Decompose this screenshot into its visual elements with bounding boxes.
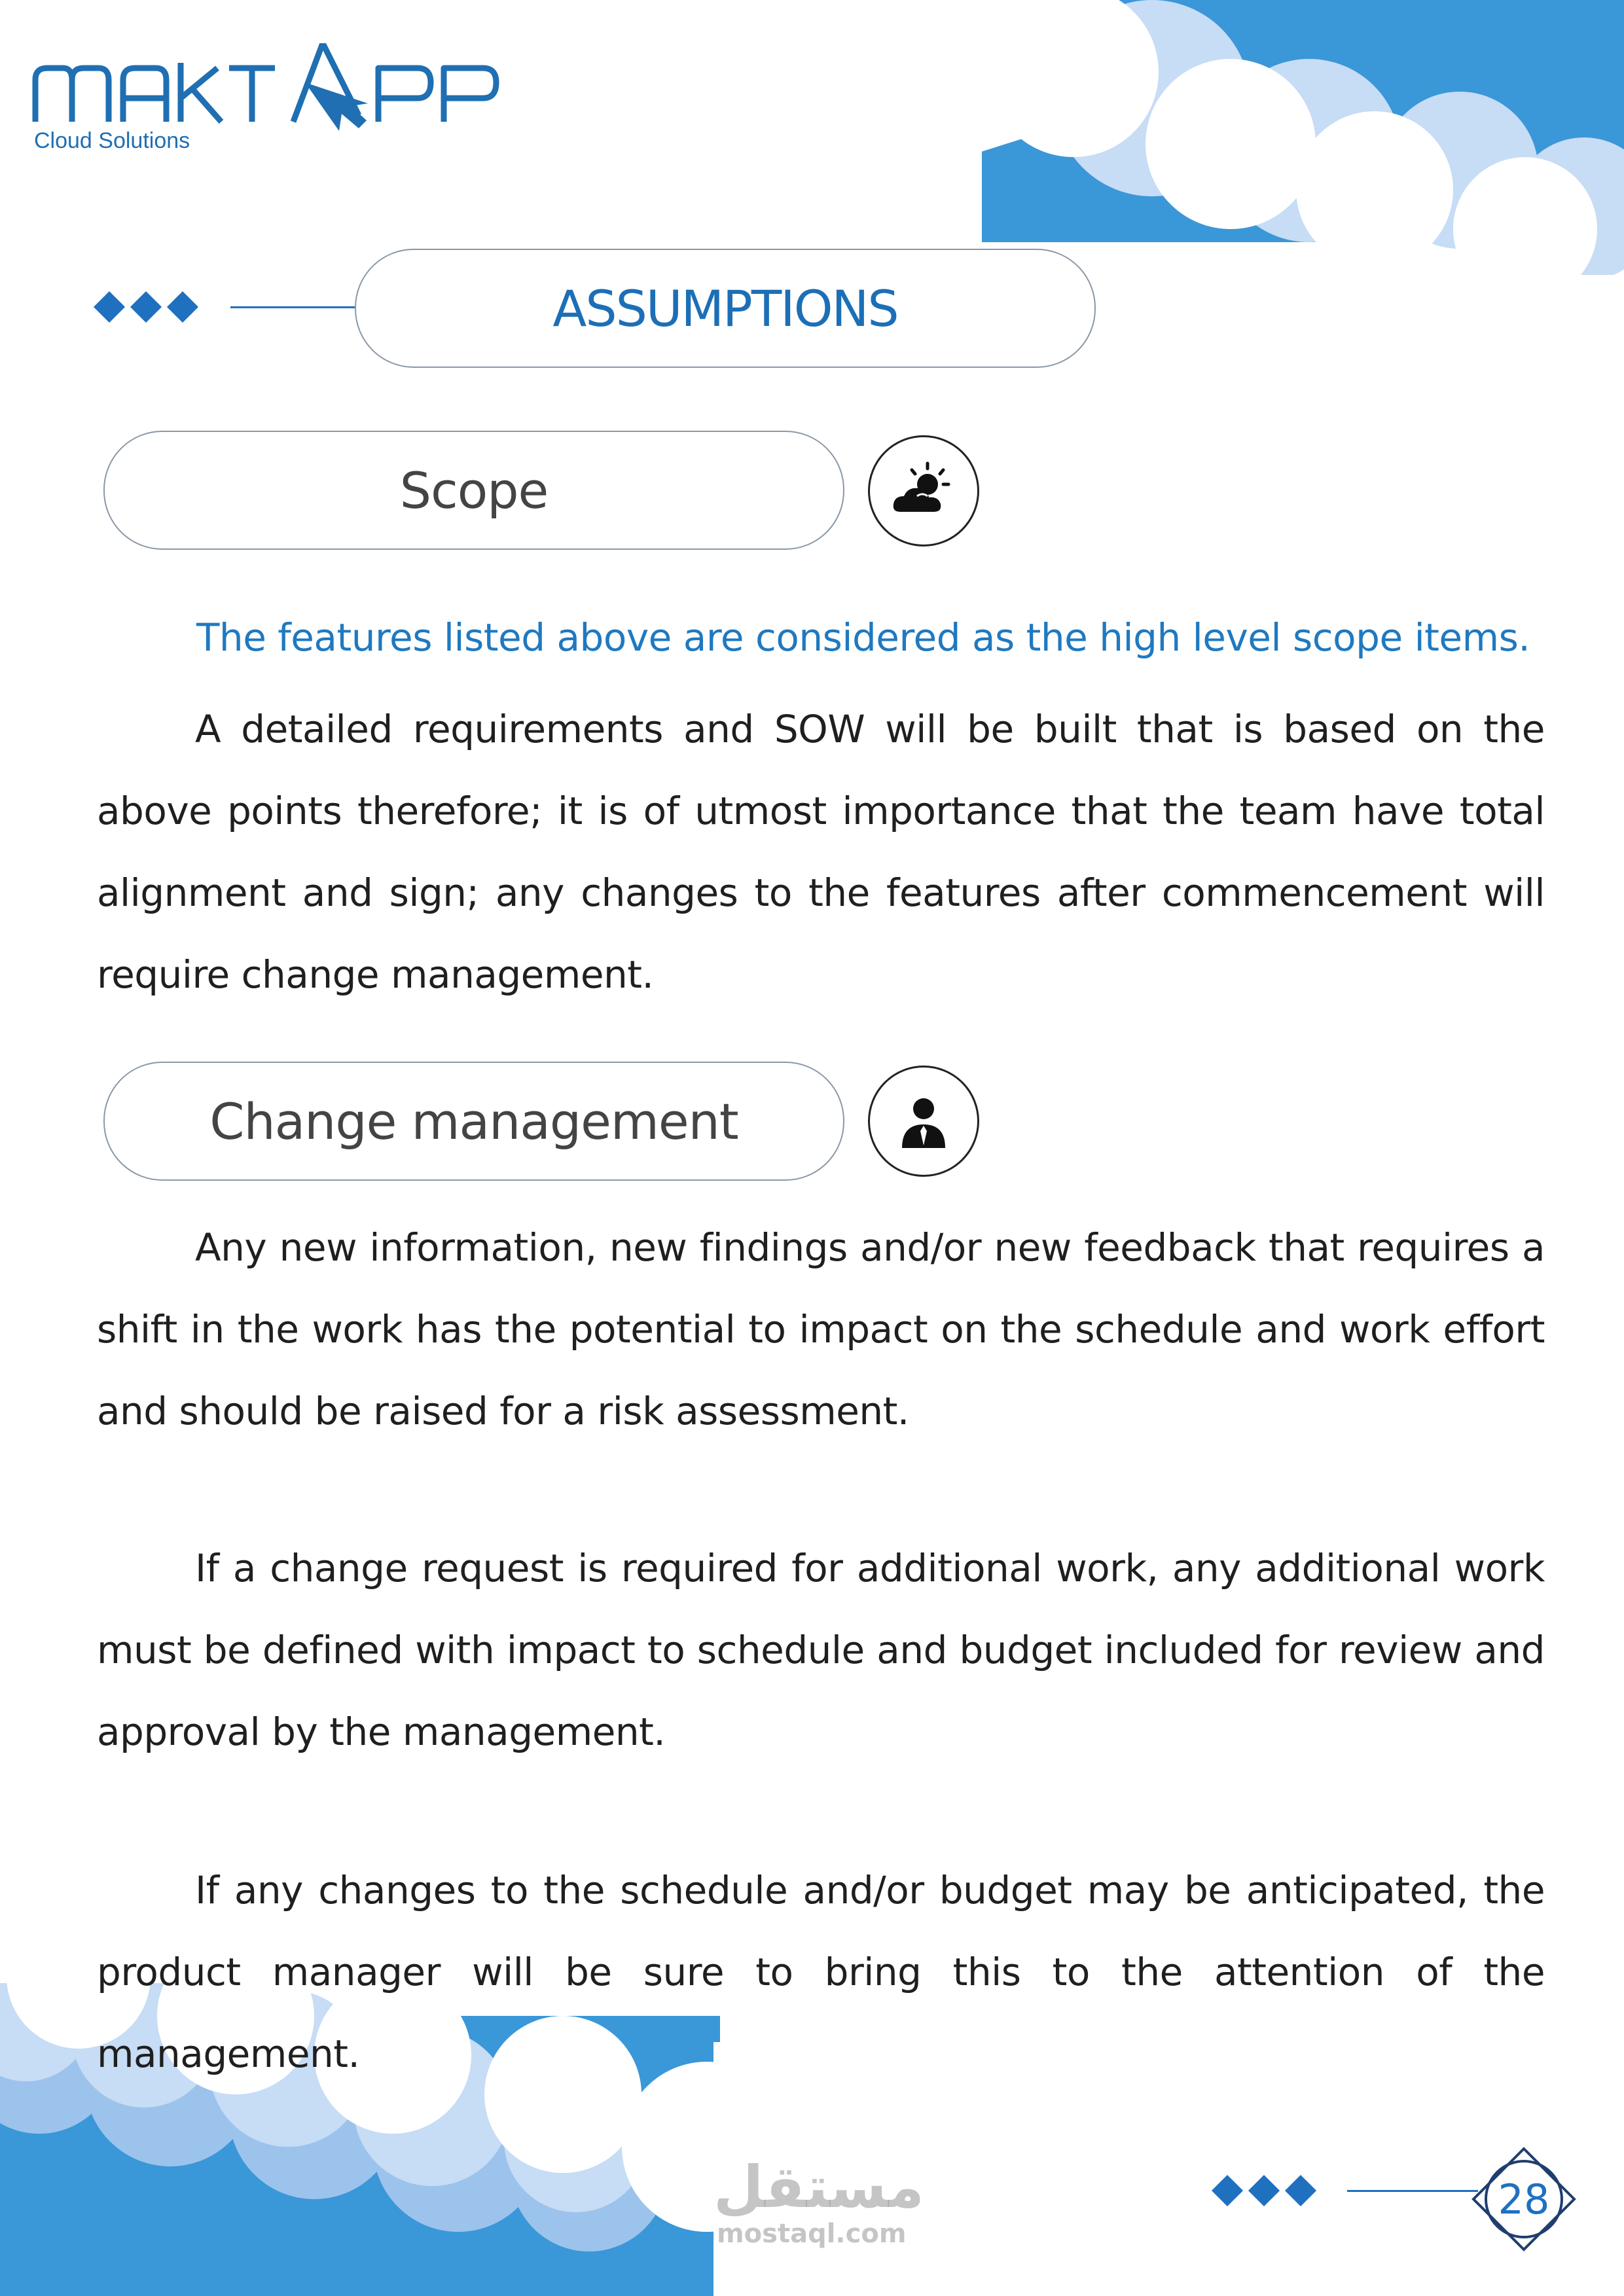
cloud-decoration-top xyxy=(0,0,1624,275)
change-heading-pill xyxy=(103,1062,844,1181)
logo-tagline: Cloud Solutions xyxy=(34,128,190,153)
watermark-url: mostaql.com xyxy=(717,2219,907,2249)
header-diamonds xyxy=(98,296,194,318)
section-header-pill xyxy=(355,249,1096,368)
scope-paragraph: A detailed requirements and SOW will be built that is based on the above points therefore; it is of utmost importance that the team have total alignment and sign; any changes to the features after commencement will require change management. xyxy=(97,707,1545,997)
cursor-arrow-icon xyxy=(293,43,368,131)
change-paragraph-2: If a change request is required for additional work, any additional work must be defined with impact to schedule and budget included for review and approval by the management. xyxy=(97,1546,1545,1754)
footer-diamonds xyxy=(1216,2179,1312,2202)
change-paragraph-3: If any changes to the schedule and/or budget may be anticipated, the product manager will be sure to bring this to the attention of the management. xyxy=(97,1868,1545,2076)
scope-heading-pill xyxy=(103,431,844,550)
page-title: ASSUMPTIONS xyxy=(552,279,898,338)
diamond-ornament xyxy=(130,291,162,323)
scope-icon-circle xyxy=(868,435,979,547)
page-number: 28 xyxy=(1498,2175,1550,2223)
watermark-arabic: مستقل xyxy=(713,2153,924,2221)
header-connector-line xyxy=(230,306,355,308)
user-person-icon xyxy=(894,1092,953,1151)
maktapp-logo xyxy=(31,43,503,135)
change-heading: Change management xyxy=(209,1092,738,1151)
diamond-ornament xyxy=(167,291,198,323)
diamond-ornament xyxy=(1212,2175,1243,2206)
diamond-ornament xyxy=(1248,2175,1280,2206)
scope-heading: Scope xyxy=(399,461,549,520)
weather-cloud-sun-icon xyxy=(891,458,956,524)
scope-lead-text: The features listed above are considered as the high level scope items. xyxy=(196,615,1530,660)
change-paragraph-1: Any new information, new findings and/or new feedback that requires a shift in the work has the potential to impact on the schedule and work effort and should be raised for a risk assessment. xyxy=(97,1225,1545,1433)
footer-connector-line xyxy=(1347,2190,1478,2192)
diamond-ornament xyxy=(1285,2175,1316,2206)
change-icon-circle xyxy=(868,1066,979,1177)
diamond-ornament xyxy=(94,291,125,323)
